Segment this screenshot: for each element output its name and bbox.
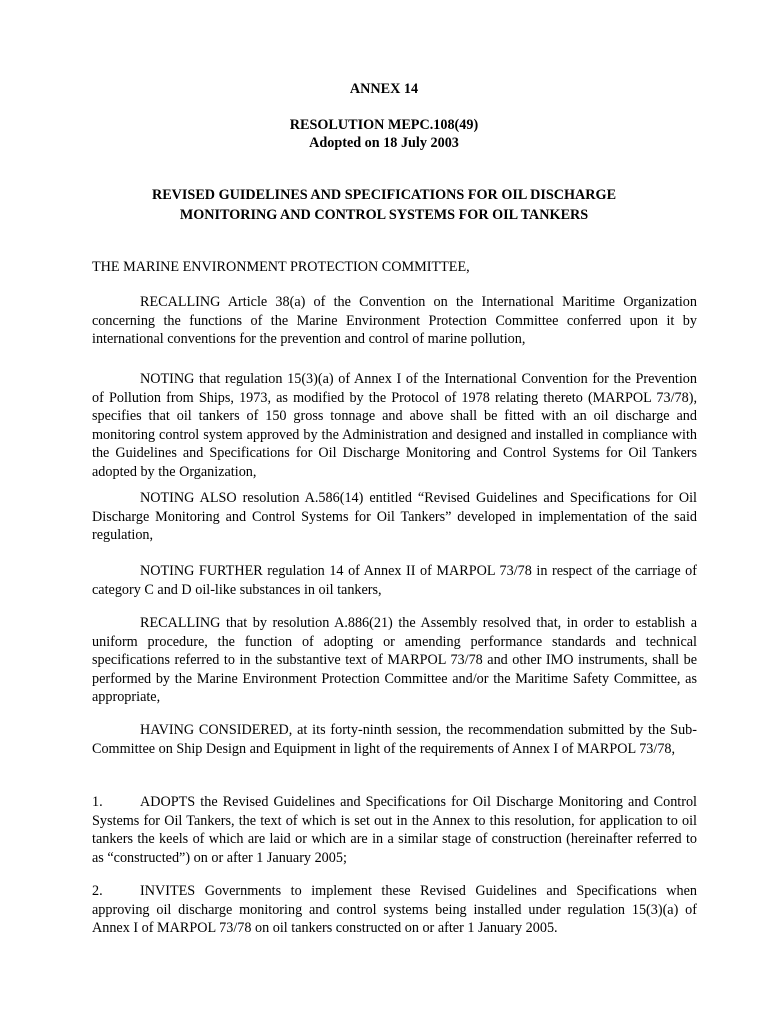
document-title xyxy=(60,186,708,225)
annex-heading: ANNEX 14 xyxy=(349,81,419,97)
paragraph-noting-further: NOTING FURTHER regulation 14 of Annex II of MARPOL 73/78 in respect of the carriage of category C and D oil-like substances in oil tankers, xyxy=(92,563,697,598)
adoption-date: Adopted on 18 July 2003 xyxy=(309,134,459,151)
committee-name: THE MARINE ENVIRONMENT PROTECTION COMMITTEE, xyxy=(92,259,470,275)
resolution-heading xyxy=(0,117,768,152)
paragraph-number: 2. xyxy=(92,883,103,899)
paragraph-noting-regulation: NOTING that regulation 15(3)(a) of Annex I of the International Convention for the Prevention of Pollution from Ships, 1973, as modified by the Protocol of 1978 relating thereto (MARPOL 73/78), specifies that oil tankers of 150 gross tonnage and above shall be fitted with an oil discharge and monitoring control system approved by the Administration and designed and installed in compliance with the Guidelines and Specifications for Oil Discharge Monitoring and Control Systems for Oil Tankers adopted by the Organization, xyxy=(92,371,697,480)
paragraph-number: 1. xyxy=(92,794,103,810)
title-line-2: MONITORING AND CONTROL SYSTEMS FOR OIL TANKERS xyxy=(179,206,589,223)
paragraph-having-considered: HAVING CONSIDERED, at its forty-ninth session, the recommendation submitted by the Sub-Committee on Ship Design and Equipment in light of the requirements of Annex I of MARPOL 73/78, xyxy=(92,722,697,757)
title-line-1: REVISED GUIDELINES AND SPECIFICATIONS FOR OIL DISCHARGE xyxy=(151,187,617,203)
resolution-number: RESOLUTION MEPC.108(49) xyxy=(289,117,479,133)
numbered-paragraph-invites xyxy=(92,882,697,938)
paragraph-text: ADOPTS the Revised Guidelines and Specifications for Oil Discharge Monitoring and Control Systems for Oil Tankers, the text of which is set out in the Annex to this resolution, for application to oil tankers the keels of which are laid or which are in a similar stage of construction (hereinafter referred to as “constructed”) on or after 1 January 2005; xyxy=(92,794,697,866)
numbered-paragraph-adopts xyxy=(92,793,697,867)
paragraph-recalling-assembly: RECALLING that by resolution A.886(21) the Assembly resolved that, in order to establish a uniform procedure, the function of adopting or amending performance standards and technical specifications referred to in the substantive text of MARPOL 73/78 and other IMO instruments, shall be performed by the Marine Environment Protection Committee and/or the Maritime Safety Committee, as appropriate, xyxy=(92,615,697,706)
paragraph-text: INVITES Governments to implement these Revised Guidelines and Specifications when approving oil discharge monitoring and control systems being installed under regulation 15(3)(a) of Annex I of MARPOL 73/78 on oil tankers constructed on or after 1 January 2005. xyxy=(92,883,697,937)
paragraph-noting-also: NOTING ALSO resolution A.586(14) entitled “Revised Guidelines and Specifications for Oil Discharge Monitoring and Control Systems for Oil Tankers” developed in implementation of the said regulation, xyxy=(92,490,697,544)
paragraph-recalling-article: RECALLING Article 38(a) of the Convention on the International Maritime Organization concerning the functions of the Marine Environment Protection Committee conferred upon it by international conventions for the prevention and control of marine pollution, xyxy=(92,294,697,348)
